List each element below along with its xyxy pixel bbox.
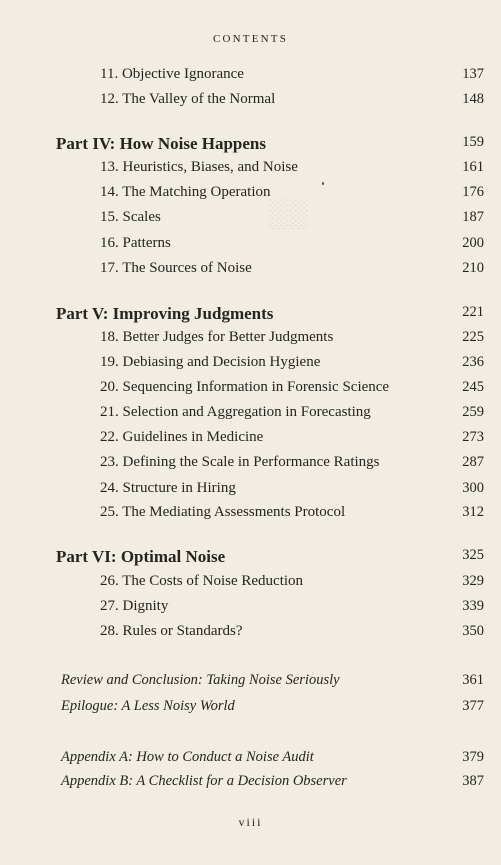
entry-title: 22. Guidelines in Medicine (100, 429, 264, 445)
chapter-entry (0, 260, 501, 284)
entry-page-number: 176 (462, 184, 484, 200)
entry-title: 11. Objective Ignorance (100, 66, 244, 82)
entry-title: 24. Structure in Hiring (100, 480, 236, 496)
entry-page-number: 300 (462, 480, 484, 496)
entry-title: 20. Sequencing Information in Forensic Science (100, 379, 390, 395)
entry-title: Epilogue: A Less Noisy World (61, 698, 235, 714)
entry-title: 12. The Valley of the Normal (100, 91, 276, 107)
part-heading (0, 134, 501, 158)
chapter-entry (0, 504, 501, 528)
entry-page-number: 361 (462, 672, 484, 688)
entry-page-number: 339 (462, 598, 484, 614)
entry-page-number: 245 (462, 379, 484, 395)
entry-title: 18. Better Judges for Better Judgments (100, 329, 334, 345)
entry-page-number: 159 (462, 134, 484, 150)
entry-page-number: 200 (462, 235, 484, 251)
entry-title: 25. The Mediating Assessments Protocol (100, 504, 346, 520)
entry-title: Part V: Improving Judgments (56, 304, 274, 323)
entry-page-number: 236 (462, 354, 484, 370)
entry-title: Appendix A: How to Conduct a Noise Audit (61, 749, 314, 765)
back-matter-entry (0, 698, 501, 722)
chapter-entry (0, 329, 501, 353)
entry-page-number: 287 (462, 454, 484, 470)
entry-title: Part VI: Optimal Noise (56, 547, 226, 566)
entry-title: 23. Defining the Scale in Performance Ratings (100, 454, 380, 470)
chapter-entry (0, 235, 501, 259)
chapter-entry (0, 91, 501, 115)
chapter-entry (0, 354, 501, 378)
entry-title: 19. Debiasing and Decision Hygiene (100, 354, 321, 370)
chapter-entry (0, 159, 501, 183)
show-through-decoration: ░░ (268, 198, 309, 228)
chapter-entry (0, 480, 501, 504)
chapter-entry (0, 404, 501, 428)
entry-page-number: 329 (462, 573, 484, 589)
chapter-entry (0, 598, 501, 622)
entry-page-number: 350 (462, 623, 484, 639)
entry-title: Review and Conclusion: Taking Noise Seriously (61, 672, 340, 688)
entry-page-number: 225 (462, 329, 484, 345)
entry-title: 16. Patterns (100, 235, 171, 251)
entry-title: 17. The Sources of Noise (100, 260, 252, 276)
part-heading (0, 304, 501, 328)
running-head: CONTENTS (212, 33, 289, 45)
chapter-entry (0, 209, 501, 233)
entry-title: 28. Rules or Standards? (100, 623, 243, 639)
entry-title: 27. Dignity (100, 598, 169, 614)
entry-page-number: 137 (462, 66, 484, 82)
entry-page-number: 273 (462, 429, 484, 445)
chapter-entry (0, 454, 501, 478)
entry-page-number: 187 (462, 209, 484, 225)
chapter-entry (0, 623, 501, 647)
back-matter-entry (0, 773, 501, 797)
entry-page-number: 221 (462, 304, 484, 320)
entry-page-number: 379 (462, 749, 484, 765)
chapter-entry (0, 429, 501, 453)
entry-title: 26. The Costs of Noise Reduction (100, 573, 304, 589)
entry-page-number: 259 (462, 404, 484, 420)
back-matter-entry (0, 672, 501, 696)
entry-page-number: 312 (462, 504, 484, 520)
chapter-entry (0, 66, 501, 90)
entry-page-number: 161 (462, 159, 484, 175)
entry-title: 15. Scales (100, 209, 161, 225)
entry-page-number: 210 (462, 260, 484, 276)
part-heading (0, 547, 501, 571)
chapter-entry (0, 184, 501, 208)
entry-title: 13. Heuristics, Biases, and Noise (100, 159, 298, 175)
entry-page-number: 387 (462, 773, 484, 789)
entry-title: Appendix B: A Checklist for a Decision Observer (61, 773, 347, 789)
entry-page-number: 148 (462, 91, 484, 107)
page-number: viii (238, 815, 263, 829)
entry-title: 14. The Matching Operation (100, 184, 271, 200)
chapter-entry (0, 573, 501, 597)
entry-page-number: 377 (462, 698, 484, 714)
entry-page-number: 325 (462, 547, 484, 563)
entry-title: 21. Selection and Aggregation in Forecasting (100, 404, 371, 420)
chapter-entry (0, 379, 501, 403)
entry-title: Part IV: How Noise Happens (56, 134, 266, 153)
back-matter-entry (0, 749, 501, 773)
